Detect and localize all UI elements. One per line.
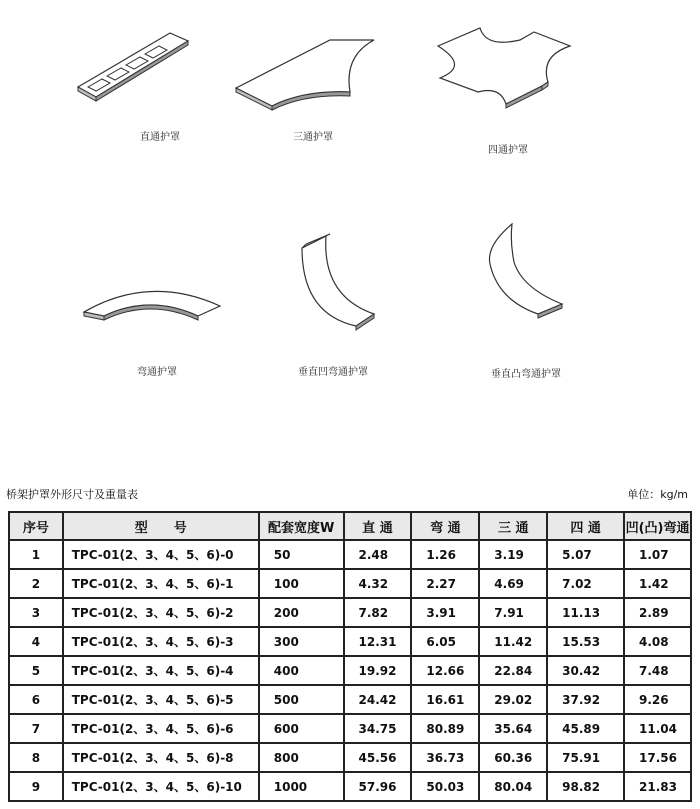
- cell-bend: 80.89: [411, 714, 479, 743]
- cell-tee: 11.42: [479, 627, 547, 656]
- cell-index: 9: [9, 772, 63, 801]
- straight-cover-caption: 直通护罩: [140, 132, 180, 143]
- cell-index: 4: [9, 627, 63, 656]
- bend-cover-image: [80, 286, 230, 331]
- cell-bend: 16.61: [411, 685, 479, 714]
- table-row: [9, 627, 691, 656]
- cell-width: 200: [259, 598, 344, 627]
- cell-cross: 45.89: [547, 714, 624, 743]
- cell-tee: 60.36: [479, 743, 547, 772]
- cross-cover-image: [430, 26, 580, 111]
- header-model: 型 号: [63, 512, 259, 540]
- table-row: [9, 772, 691, 801]
- vertical-convex-cover-image: [482, 222, 567, 322]
- cell-index: 2: [9, 569, 63, 598]
- cell-bend: 6.05: [411, 627, 479, 656]
- cross-cover-caption: 四通护罩: [488, 145, 528, 156]
- cell-index: 6: [9, 685, 63, 714]
- header-straight: 直 通: [344, 512, 412, 540]
- cell-vertical-bend: 21.83: [624, 772, 691, 801]
- cell-cross: 37.92: [547, 685, 624, 714]
- cell-model: TPC-01(2、3、4、5、6)-4: [63, 656, 259, 685]
- cell-model: TPC-01(2、3、4、5、6)-10: [63, 772, 259, 801]
- cell-index: 3: [9, 598, 63, 627]
- cell-index: 5: [9, 656, 63, 685]
- cell-vertical-bend: 17.56: [624, 743, 691, 772]
- cell-index: 1: [9, 540, 63, 569]
- header-width: 配套宽度W: [259, 512, 344, 540]
- cell-vertical-bend: 2.89: [624, 598, 691, 627]
- header-tee: 三 通: [479, 512, 547, 540]
- cell-width: 300: [259, 627, 344, 656]
- cell-width: 400: [259, 656, 344, 685]
- cell-straight: 2.48: [344, 540, 412, 569]
- table-row: [9, 743, 691, 772]
- cell-width: 1000: [259, 772, 344, 801]
- cell-cross: 30.42: [547, 656, 624, 685]
- vertical-concave-cover-image: [296, 232, 381, 332]
- cell-cross: 15.53: [547, 627, 624, 656]
- cell-cross: 5.07: [547, 540, 624, 569]
- straight-cover-image: [70, 25, 200, 110]
- cell-straight: 19.92: [344, 656, 412, 685]
- bend-cover-caption: 弯通护罩: [137, 367, 177, 378]
- cell-straight: 45.56: [344, 743, 412, 772]
- cell-width: 600: [259, 714, 344, 743]
- table-row: [9, 656, 691, 685]
- cell-vertical-bend: 4.08: [624, 627, 691, 656]
- header-vertical-bend: 凹(凸)弯通: [624, 512, 691, 540]
- cell-bend: 50.03: [411, 772, 479, 801]
- cell-straight: 34.75: [344, 714, 412, 743]
- cell-index: 7: [9, 714, 63, 743]
- unit-label: 单位：kg/m: [627, 488, 688, 501]
- cell-model: TPC-01(2、3、4、5、6)-3: [63, 627, 259, 656]
- cell-model: TPC-01(2、3、4、5、6)-2: [63, 598, 259, 627]
- cell-vertical-bend: 9.26: [624, 685, 691, 714]
- cell-cross: 7.02: [547, 569, 624, 598]
- vertical-concave-cover-caption: 垂直凹弯通护罩: [298, 367, 368, 378]
- cell-straight: 7.82: [344, 598, 412, 627]
- vertical-convex-cover-caption: 垂直凸弯通护罩: [491, 369, 561, 380]
- cell-tee: 3.19: [479, 540, 547, 569]
- table-row: [9, 540, 691, 569]
- tee-cover-caption: 三通护罩: [293, 132, 333, 143]
- cell-tee: 4.69: [479, 569, 547, 598]
- cell-bend: 2.27: [411, 569, 479, 598]
- header-bend: 弯 通: [411, 512, 479, 540]
- cell-cross: 75.91: [547, 743, 624, 772]
- weight-table: [8, 511, 692, 802]
- cell-vertical-bend: 1.42: [624, 569, 691, 598]
- table-title: 桥架护罩外形尺寸及重量表: [6, 488, 138, 501]
- cell-bend: 12.66: [411, 656, 479, 685]
- cell-tee: 80.04: [479, 772, 547, 801]
- cell-tee: 22.84: [479, 656, 547, 685]
- cell-straight: 4.32: [344, 569, 412, 598]
- cell-straight: 24.42: [344, 685, 412, 714]
- cell-bend: 36.73: [411, 743, 479, 772]
- table-header-row: [9, 512, 691, 540]
- cell-vertical-bend: 1.07: [624, 540, 691, 569]
- cell-cross: 11.13: [547, 598, 624, 627]
- cell-width: 800: [259, 743, 344, 772]
- cell-model: TPC-01(2、3、4、5、6)-8: [63, 743, 259, 772]
- cell-width: 50: [259, 540, 344, 569]
- cell-width: 500: [259, 685, 344, 714]
- table-row: [9, 685, 691, 714]
- cell-tee: 35.64: [479, 714, 547, 743]
- cell-model: TPC-01(2、3、4、5、6)-1: [63, 569, 259, 598]
- table-row: [9, 714, 691, 743]
- cell-vertical-bend: 7.48: [624, 656, 691, 685]
- header-cross: 四 通: [547, 512, 624, 540]
- cell-straight: 57.96: [344, 772, 412, 801]
- cell-width: 100: [259, 569, 344, 598]
- cell-model: TPC-01(2、3、4、5、6)-0: [63, 540, 259, 569]
- table-row: [9, 569, 691, 598]
- header-index: 序号: [9, 512, 63, 540]
- table-row: [9, 598, 691, 627]
- tee-cover-image: [232, 38, 382, 118]
- cell-cross: 98.82: [547, 772, 624, 801]
- cell-index: 8: [9, 743, 63, 772]
- cell-straight: 12.31: [344, 627, 412, 656]
- cell-vertical-bend: 11.04: [624, 714, 691, 743]
- cell-bend: 3.91: [411, 598, 479, 627]
- cell-tee: 29.02: [479, 685, 547, 714]
- cell-model: TPC-01(2、3、4、5、6)-6: [63, 714, 259, 743]
- cell-model: TPC-01(2、3、4、5、6)-5: [63, 685, 259, 714]
- cell-bend: 1.26: [411, 540, 479, 569]
- cell-tee: 7.91: [479, 598, 547, 627]
